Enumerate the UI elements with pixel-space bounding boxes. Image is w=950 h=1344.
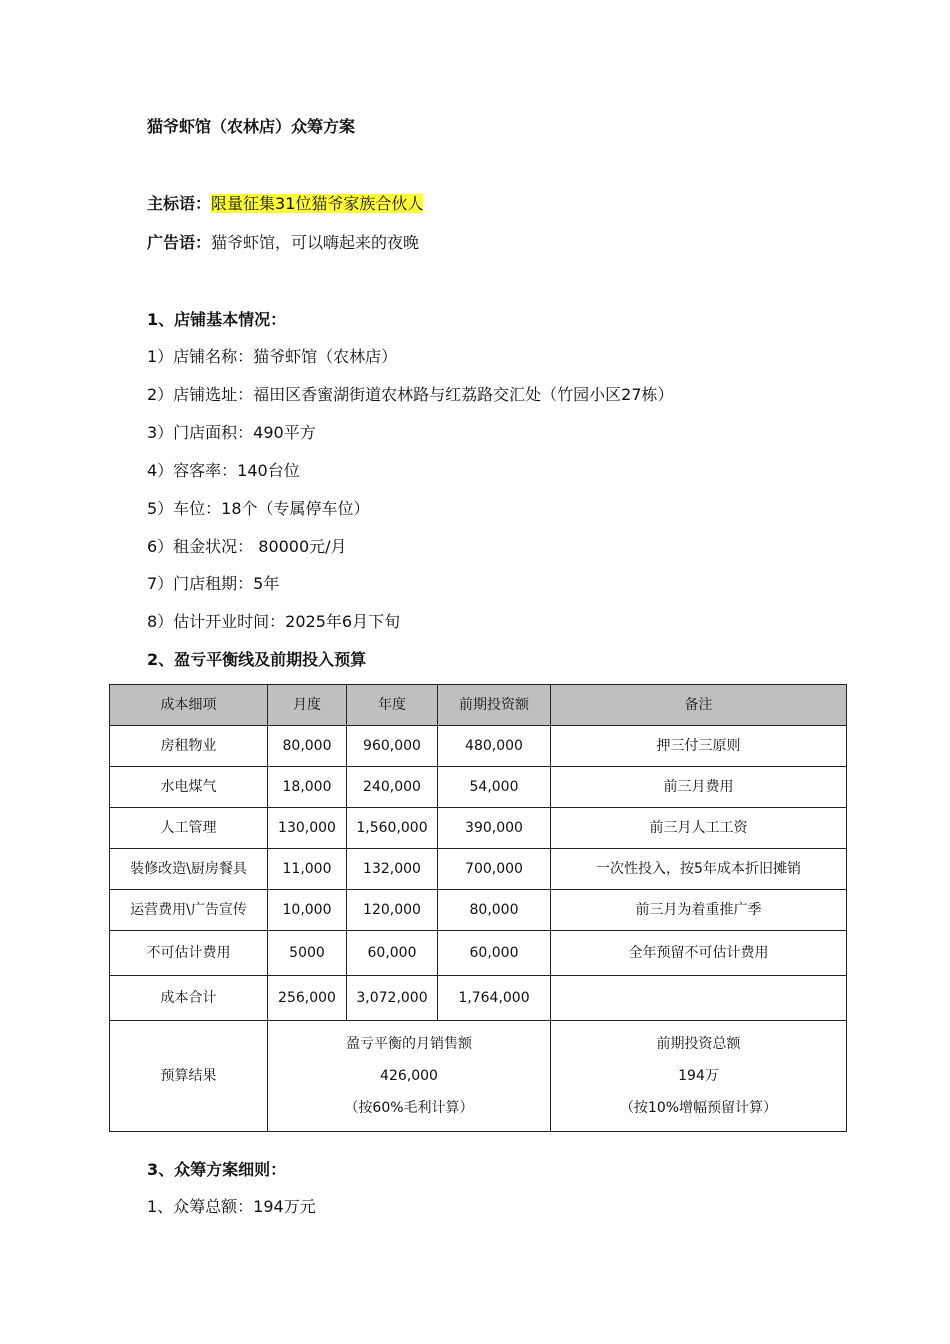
section1-heading: 1、店铺基本情况：	[147, 310, 287, 329]
info-item: 4）容客率：140台位	[147, 461, 300, 480]
table-cell: 700,000	[438, 849, 551, 890]
info-item: 2）店铺选址：福田区香蜜湖街道农林路与红荔路交汇处（竹园小区27栋）	[147, 385, 674, 404]
info-item: 1）店铺名称：猫爷虾馆（农林店）	[147, 347, 398, 366]
table-cell: 3,072,000	[347, 976, 438, 1021]
header-cell: 前期投资额	[438, 685, 551, 726]
info-item: 3）门店面积：490平方	[147, 423, 316, 442]
investment-note: （按10%增幅预留计算）	[619, 1100, 778, 1116]
table-cell: 80,000	[438, 890, 551, 931]
crowdfunding-item: 1、众筹总额：194万元	[147, 1197, 316, 1216]
breakeven-title: 盈亏平衡的月销售额	[346, 1036, 472, 1052]
table-cell: 54,000	[438, 767, 551, 808]
header-cell: 年度	[347, 685, 438, 726]
table-cell: 960,000	[347, 726, 438, 767]
breakeven-value: 426,000	[380, 1068, 438, 1084]
investment-value: 194万	[678, 1068, 719, 1084]
table-cell: 480,000	[438, 726, 551, 767]
slogan-text: 限量征集31位猫爷家族合伙人	[211, 194, 424, 213]
result-investment	[551, 1021, 847, 1132]
table-cell: 一次性投入，按5年成本折旧摊销	[551, 849, 847, 890]
header-cell: 月度	[268, 685, 347, 726]
table-header-row	[110, 685, 847, 726]
table-cell: 人工管理	[110, 808, 268, 849]
info-item: 5）车位：18个（专属停车位）	[147, 499, 370, 518]
table-cell: 前三月人工工资	[551, 808, 847, 849]
table-cell: 390,000	[438, 808, 551, 849]
section3-heading: 3、众筹方案细则：	[147, 1160, 287, 1179]
slogan-line	[147, 191, 423, 214]
table-row-total	[110, 976, 847, 1021]
header-cell: 备注	[551, 685, 847, 726]
header-cell: 成本细项	[110, 685, 268, 726]
table-cell: 60,000	[438, 931, 551, 976]
table-cell: 11,000	[268, 849, 347, 890]
table-cell: 60,000	[347, 931, 438, 976]
table-row	[110, 890, 847, 931]
info-item: 7）门店租期：5年	[147, 574, 280, 593]
table-cell: 不可估计费用	[110, 931, 268, 976]
table-cell: 运营费用\广告宣传	[110, 890, 268, 931]
table-cell: 前三月费用	[551, 767, 847, 808]
table-cell: 押三付三原则	[551, 726, 847, 767]
table-cell: 前三月为着重推广季	[551, 890, 847, 931]
ad-text: 猫爷虾馆，可以嗨起来的夜晚	[211, 233, 420, 252]
table-cell: 1,764,000	[438, 976, 551, 1021]
table-cell: 132,000	[347, 849, 438, 890]
table-cell: 房租物业	[110, 726, 268, 767]
table-cell	[551, 976, 847, 1021]
table-cell: 装修改造\厨房餐具	[110, 849, 268, 890]
table-cell: 全年预留不可估计费用	[551, 931, 847, 976]
table-row	[110, 726, 847, 767]
document-title: 猫爷虾馆（农林店）众筹方案	[147, 117, 356, 136]
table-cell: 240,000	[347, 767, 438, 808]
table-cell: 18,000	[268, 767, 347, 808]
info-item: 6）租金状况： 80000元/月	[147, 537, 347, 556]
breakeven-note: （按60%毛利计算）	[344, 1100, 474, 1116]
info-item: 8）估计开业时间：2025年6月下旬	[147, 612, 401, 631]
table-cell: 130,000	[268, 808, 347, 849]
section2-heading: 2、盈亏平衡线及前期投入预算	[147, 650, 367, 669]
budget-table	[109, 684, 847, 1132]
investment-title: 前期投资总额	[656, 1036, 741, 1052]
table-cell: 10,000	[268, 890, 347, 931]
table-row	[110, 931, 847, 976]
ad-line	[147, 230, 419, 253]
table-cell: 120,000	[347, 890, 438, 931]
table-cell: 80,000	[268, 726, 347, 767]
table-cell: 256,000	[268, 976, 347, 1021]
table-row	[110, 808, 847, 849]
table-cell: 5000	[268, 931, 347, 976]
ad-label: 广告语：	[147, 233, 212, 252]
table-row-result	[110, 1021, 847, 1132]
table-row	[110, 849, 847, 890]
table-row	[110, 767, 847, 808]
result-label: 预算结果	[110, 1021, 268, 1132]
table-cell: 水电煤气	[110, 767, 268, 808]
table-cell: 成本合计	[110, 976, 268, 1021]
table-cell: 1,560,000	[347, 808, 438, 849]
slogan-label: 主标语：	[147, 194, 212, 213]
result-breakeven	[268, 1021, 551, 1132]
